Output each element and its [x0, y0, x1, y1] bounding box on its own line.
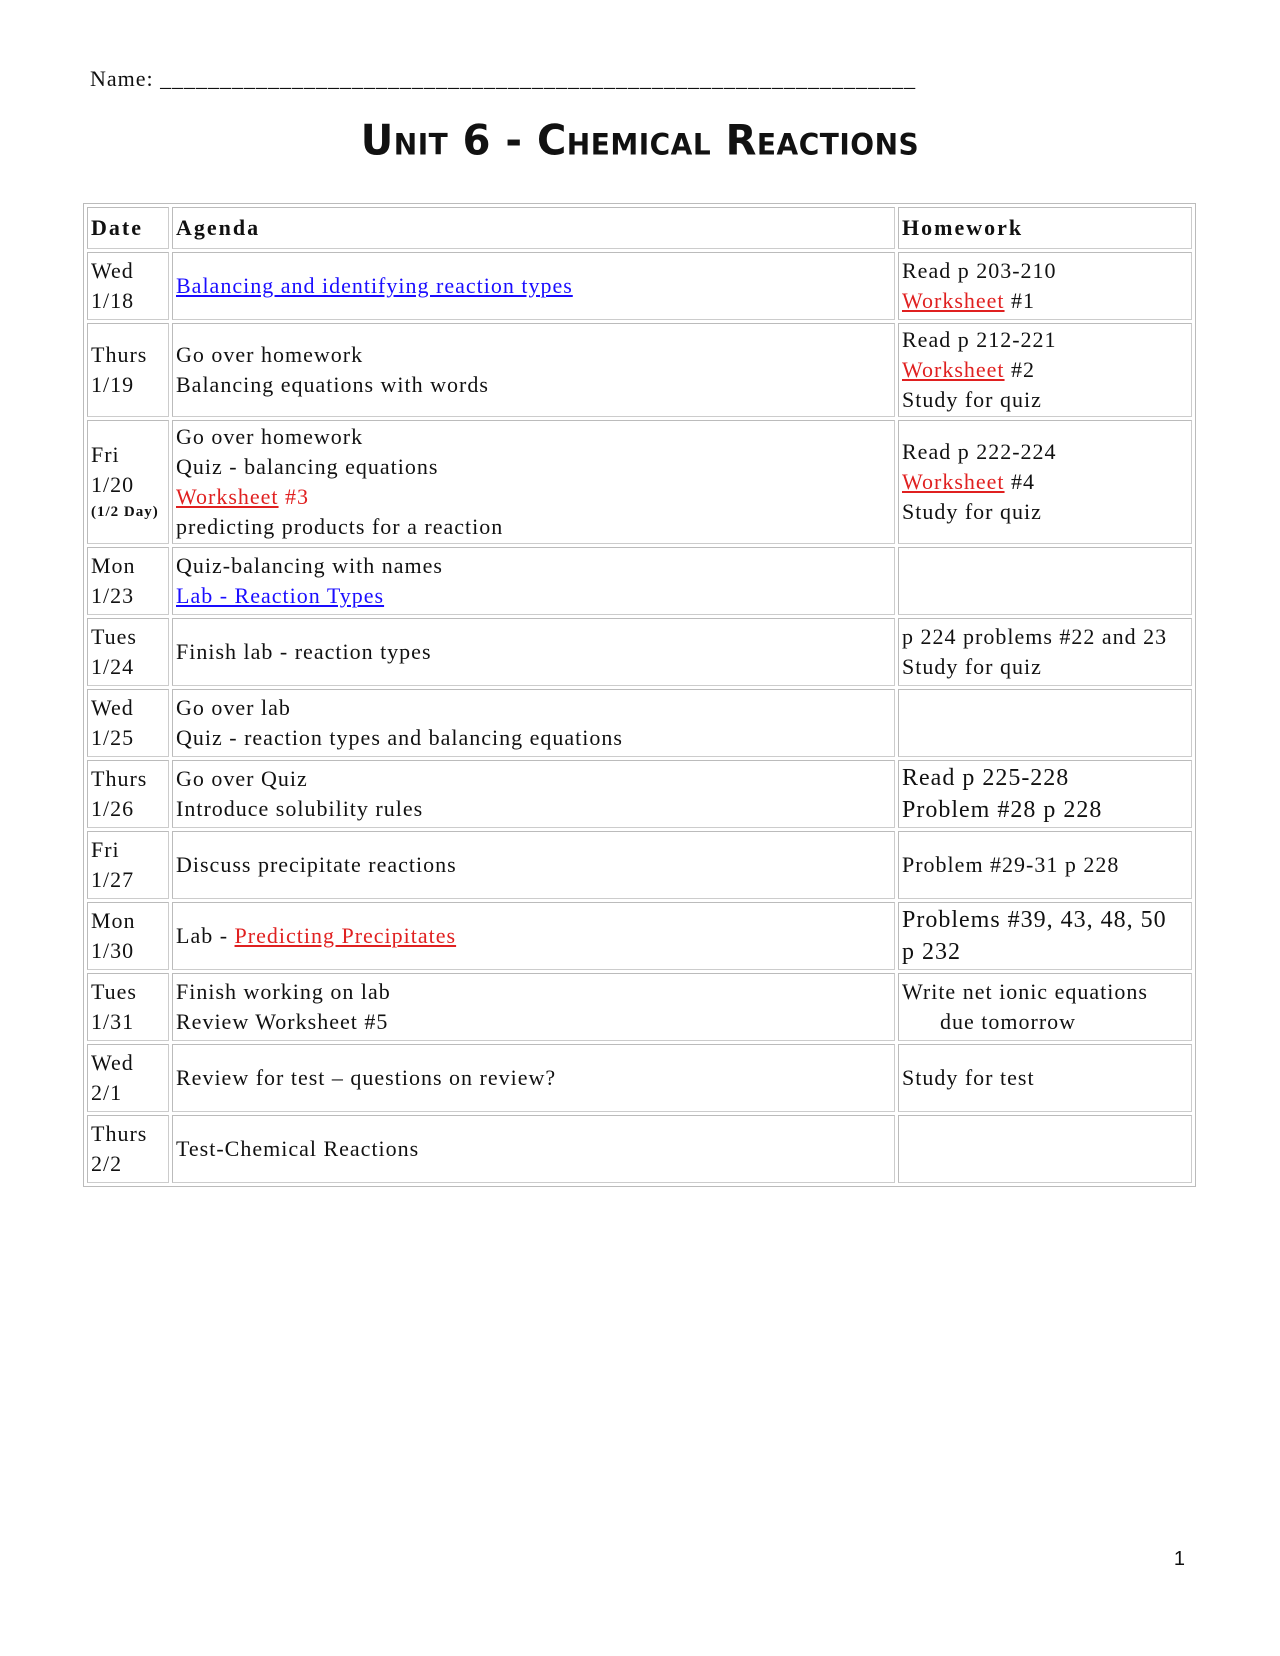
homework-line [902, 1063, 1188, 1093]
table-row [87, 252, 1192, 320]
date-cell [87, 902, 169, 970]
homework-cell [898, 618, 1192, 686]
schedule-table [83, 203, 1196, 1187]
homework-line [902, 467, 1188, 497]
agenda-text: Introduce solubility rules [176, 796, 424, 821]
date-day: Mon [91, 553, 136, 578]
date-cell [87, 420, 169, 544]
agenda-line [176, 1063, 891, 1093]
agenda-text: #3 [278, 484, 310, 509]
homework-text: Read p 222-224 [902, 439, 1057, 464]
agenda-cell [172, 902, 895, 970]
table-row [87, 420, 1192, 544]
agenda-text: predicting products for a reaction [176, 514, 504, 539]
agenda-cell [172, 973, 895, 1041]
homework-text: Problem #28 p 228 [902, 797, 1103, 823]
homework-cell [898, 1044, 1192, 1112]
agenda-cell [172, 831, 895, 899]
agenda-line [176, 482, 891, 512]
agenda-line [176, 764, 891, 794]
homework-text: p 224 problems #22 and 23 [902, 624, 1168, 649]
date-day: Wed [91, 695, 134, 720]
date-number: 1/30 [91, 938, 135, 963]
table-row [87, 1115, 1192, 1183]
homework-link[interactable]: Worksheet [902, 357, 1005, 382]
agenda-line [176, 551, 891, 581]
agenda-line [176, 921, 891, 951]
date-number: 1/25 [91, 725, 135, 750]
agenda-text: Go over homework [176, 342, 364, 367]
date-number: 1/27 [91, 867, 135, 892]
header-agenda: Agenda [172, 207, 895, 249]
name-label: Name: [90, 66, 154, 91]
date-cell [87, 1115, 169, 1183]
homework-text: Study for quiz [902, 499, 1042, 524]
agenda-link[interactable]: Predicting Precipitates [234, 923, 457, 948]
date-day: Tues [91, 979, 137, 1004]
homework-text: Problem #29-31 p 228 [902, 852, 1120, 877]
homework-cell [898, 831, 1192, 899]
agenda-cell [172, 323, 895, 417]
name-field [90, 66, 916, 92]
agenda-cell [172, 760, 895, 828]
homework-cell [898, 902, 1192, 970]
homework-cell [898, 252, 1192, 320]
date-cell [87, 618, 169, 686]
header-homework: Homework [898, 207, 1192, 249]
date-cell [87, 1044, 169, 1112]
table-row [87, 618, 1192, 686]
homework-line [902, 1007, 1188, 1037]
agenda-cell [172, 1044, 895, 1112]
homework-text: Study for quiz [902, 387, 1042, 412]
agenda-line [176, 850, 891, 880]
homework-line [902, 622, 1188, 652]
homework-link[interactable]: Worksheet [902, 469, 1005, 494]
homework-cell [898, 973, 1192, 1041]
homework-line [902, 256, 1188, 286]
homework-cell [898, 547, 1192, 615]
homework-text: Study for test [902, 1065, 1035, 1090]
agenda-text: Quiz - balancing equations [176, 454, 439, 479]
homework-line [902, 497, 1188, 527]
homework-line [902, 437, 1188, 467]
date-cell [87, 831, 169, 899]
agenda-line [176, 637, 891, 667]
header-date: Date [87, 207, 169, 249]
agenda-text: Balancing equations with words [176, 372, 489, 397]
date-note: (1/2 Day) [91, 504, 159, 520]
homework-line [902, 936, 1188, 968]
date-cell [87, 547, 169, 615]
date-day: Thurs [91, 766, 148, 791]
date-day: Tues [91, 624, 137, 649]
agenda-text: Finish lab - reaction types [176, 639, 432, 664]
date-day: Wed [91, 1050, 134, 1075]
agenda-cell [172, 1115, 895, 1183]
date-day: Thurs [91, 1121, 148, 1146]
homework-cell [898, 420, 1192, 544]
name-blank-line[interactable]: _______________________________________________________________ [160, 66, 917, 91]
homework-cell [898, 760, 1192, 828]
homework-text: #4 [1004, 469, 1036, 494]
homework-text: Read p 203-210 [902, 258, 1057, 283]
table-row [87, 902, 1192, 970]
table-row [87, 973, 1192, 1041]
page-number: 1 [1173, 1548, 1185, 1570]
date-number: 1/31 [91, 1009, 135, 1034]
homework-text: due tomorrow [940, 1009, 1077, 1034]
agenda-text: Go over Quiz [176, 766, 308, 791]
agenda-link[interactable]: Lab - Reaction Types [176, 583, 385, 608]
table-row [87, 323, 1192, 417]
agenda-text: Go over homework [176, 424, 364, 449]
homework-line [902, 850, 1188, 880]
homework-line [902, 652, 1188, 682]
date-cell [87, 323, 169, 417]
agenda-text: Go over lab [176, 695, 291, 720]
homework-line [902, 325, 1188, 355]
agenda-line [176, 340, 891, 370]
date-day: Wed [91, 258, 134, 283]
date-cell [87, 760, 169, 828]
homework-text: Read p 225-228 [902, 765, 1070, 791]
agenda-line [176, 512, 891, 542]
homework-link[interactable]: Worksheet [902, 288, 1005, 313]
homework-line [902, 762, 1188, 794]
date-number: 1/20 [91, 472, 135, 497]
agenda-text: Test-Chemical Reactions [176, 1136, 420, 1161]
agenda-line [176, 422, 891, 452]
date-number: 1/18 [91, 288, 135, 313]
homework-text: Problems #39, 43, 48, 50 [902, 907, 1167, 933]
homework-text: p 232 [902, 939, 961, 965]
agenda-cell [172, 420, 895, 544]
homework-line [902, 286, 1188, 316]
date-day: Thurs [91, 342, 148, 367]
table-row [87, 1044, 1192, 1112]
agenda-line [176, 693, 891, 723]
date-cell [87, 689, 169, 757]
page-title: Unit 6 - Chemical Reactions [360, 116, 920, 166]
homework-text: Write net ionic equations [902, 979, 1148, 1004]
homework-line [902, 794, 1188, 826]
date-day: Fri [91, 837, 120, 862]
agenda-line [176, 977, 891, 1007]
agenda-line [176, 794, 891, 824]
date-cell [87, 973, 169, 1041]
homework-text: #1 [1004, 288, 1036, 313]
homework-line [902, 977, 1188, 1007]
table-header-row [87, 207, 1192, 249]
homework-cell [898, 323, 1192, 417]
date-day: Mon [91, 908, 136, 933]
agenda-text: Quiz-balancing with names [176, 553, 443, 578]
agenda-text: Review Worksheet #5 [176, 1009, 389, 1034]
table-row [87, 760, 1192, 828]
homework-cell [898, 689, 1192, 757]
agenda-line [176, 723, 891, 753]
agenda-line [176, 1007, 891, 1037]
homework-line [902, 904, 1188, 936]
agenda-text: Finish working on lab [176, 979, 391, 1004]
date-number: 1/24 [91, 654, 135, 679]
homework-text: #2 [1004, 357, 1036, 382]
date-number: 1/26 [91, 796, 135, 821]
agenda-cell [172, 547, 895, 615]
agenda-cell [172, 618, 895, 686]
table-row [87, 831, 1192, 899]
agenda-text: Lab - [176, 923, 235, 948]
homework-cell [898, 1115, 1192, 1183]
homework-line [902, 385, 1188, 415]
agenda-link[interactable]: Balancing and identifying reaction types [176, 273, 573, 298]
agenda-line [176, 271, 891, 301]
schedule-body [87, 252, 1192, 1183]
agenda-line [176, 1134, 891, 1164]
date-number: 1/23 [91, 583, 135, 608]
agenda-text: Quiz - reaction types and balancing equations [176, 725, 623, 750]
homework-text: Study for quiz [902, 654, 1042, 679]
agenda-cell [172, 252, 895, 320]
homework-text: Read p 212-221 [902, 327, 1057, 352]
table-row [87, 689, 1192, 757]
homework-line [902, 355, 1188, 385]
agenda-line [176, 452, 891, 482]
date-number: 2/2 [91, 1151, 123, 1176]
agenda-text: Review for test – questions on review? [176, 1065, 557, 1090]
date-number: 2/1 [91, 1080, 123, 1105]
agenda-link[interactable]: Worksheet [176, 484, 279, 509]
agenda-line [176, 370, 891, 400]
agenda-line [176, 581, 891, 611]
date-day: Fri [91, 442, 120, 467]
date-number: 1/19 [91, 372, 135, 397]
date-cell [87, 252, 169, 320]
agenda-cell [172, 689, 895, 757]
agenda-text: Discuss precipitate reactions [176, 852, 457, 877]
table-row [87, 547, 1192, 615]
